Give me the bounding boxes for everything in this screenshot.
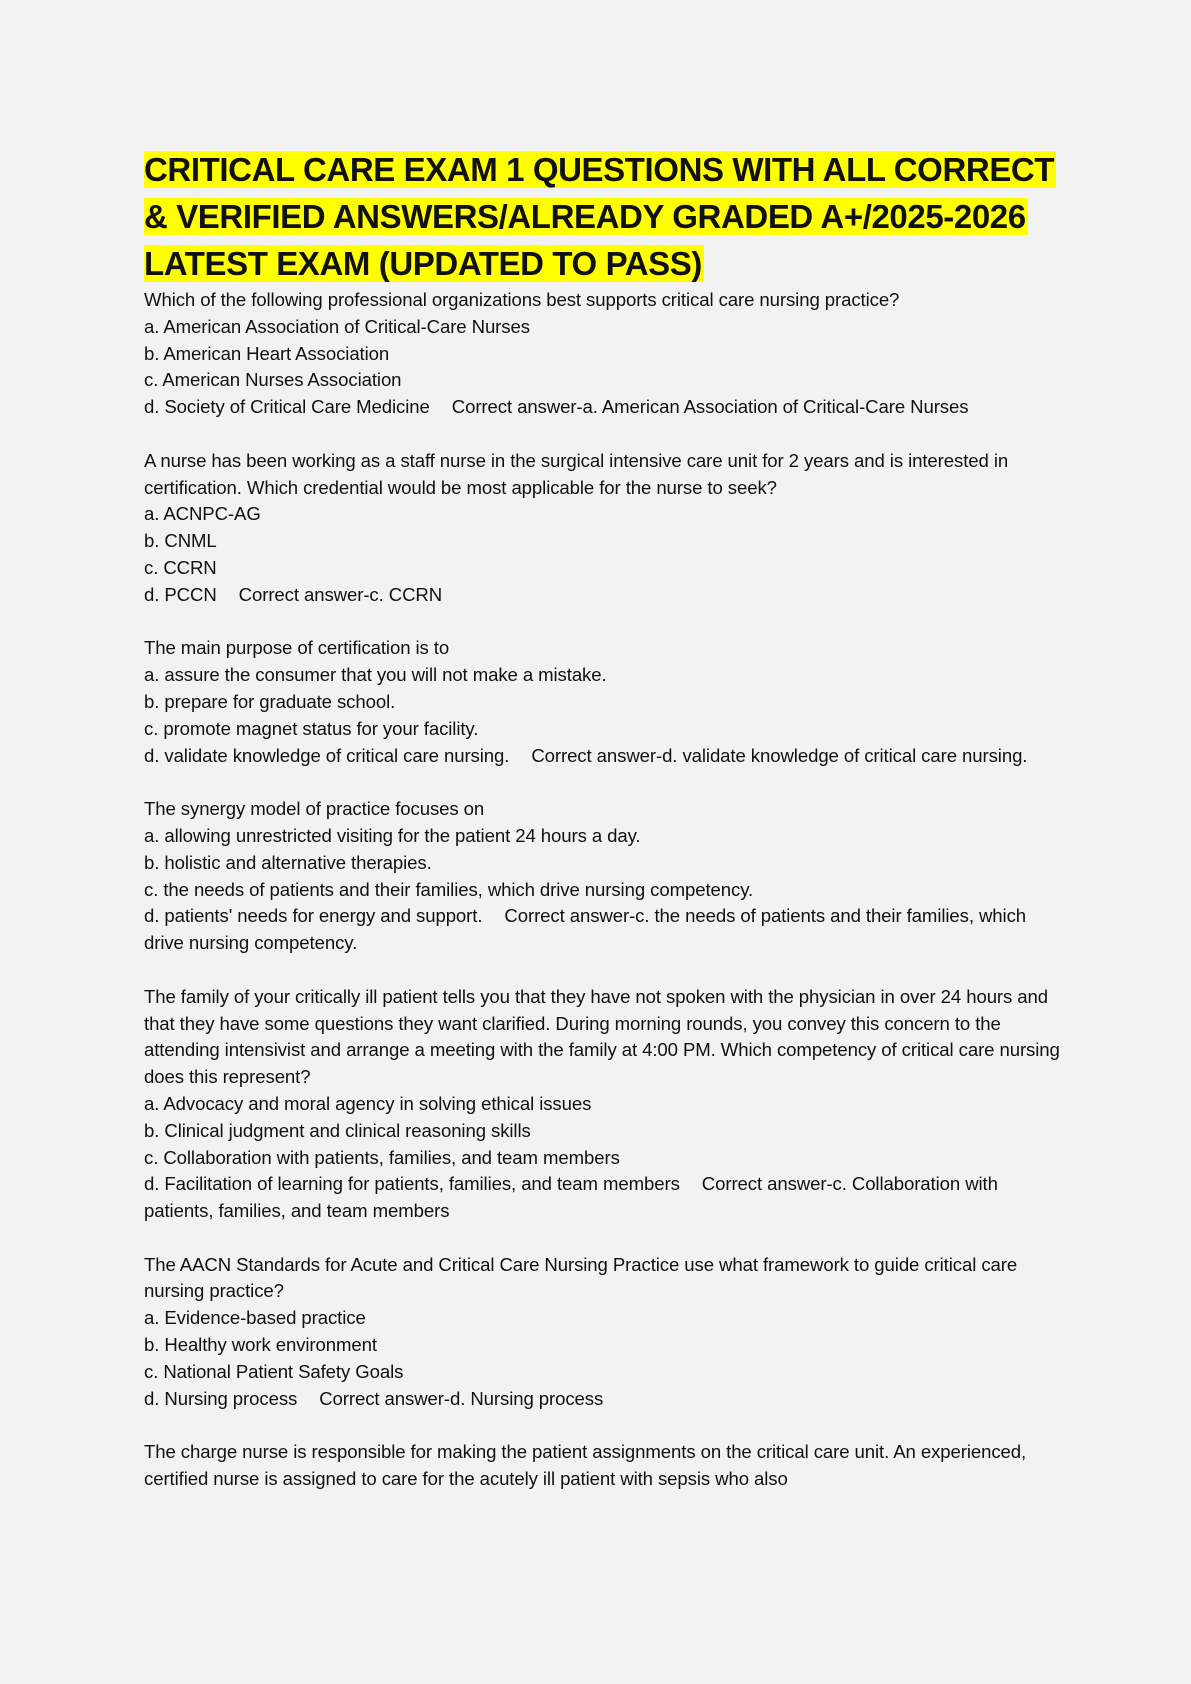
answer-option: b. Healthy work environment	[144, 1334, 377, 1356]
question-stem: A nurse has been working as a staff nurse in the surgical intensive care unit for 2 years and is interested in certification. Which credential would be most applicable for the nurse to seek?	[144, 449, 1009, 498]
document-page	[144, 146, 1064, 1520]
question-5	[144, 984, 1064, 1225]
answer-option: a. allowing unrestricted visiting for the patient 24 hours a day.	[144, 824, 641, 846]
answer-option: d. Nursing process	[144, 1387, 298, 1409]
answer-option: a. assure the consumer that you will not make a mistake.	[144, 664, 607, 686]
last-option-line	[144, 743, 1064, 770]
question-stem: The main purpose of certification is to	[144, 637, 450, 659]
answer-option: a. Advocacy and moral agency in solving ethical issues	[144, 1092, 592, 1114]
question-stem: The synergy model of practice focuses on	[144, 798, 485, 820]
answer-option: d. validate knowledge of critical care nursing.	[144, 744, 510, 766]
answer-option: b. prepare for graduate school.	[144, 690, 396, 712]
question-6	[144, 1252, 1064, 1413]
question-stem: The AACN Standards for Acute and Critical Care Nursing Practice use what framework to guide critical care nursing practice?	[144, 1253, 1018, 1302]
question-2	[144, 448, 1064, 609]
answer-option: c. American Nurses Association	[144, 369, 402, 391]
question-1	[144, 287, 1064, 421]
answer-option: c. Collaboration with patients, families, and team members	[144, 1146, 620, 1168]
question-stem: The family of your critically ill patient tells you that they have not spoken with the physician in over 24 hours and that they have some questions they want clarified. During morning rounds, you convey this concern to the attending intensivist and arrange a meeting with the family at 4:00 PM. Which competency of critical care nursing does this represent?	[144, 985, 1060, 1088]
answer-option: c. the needs of patients and their families, which drive nursing competency.	[144, 878, 754, 900]
last-option-line	[144, 394, 1064, 421]
last-option-line	[144, 903, 1064, 957]
answer-option: d. Society of Critical Care Medicine	[144, 396, 430, 418]
answer-option: b. CNML	[144, 530, 217, 552]
answer-option: c. promote magnet status for your facility.	[144, 717, 479, 739]
question-stem: Which of the following professional organizations best supports critical care nursing practice?	[144, 289, 900, 310]
answer-option: d. patients' needs for energy and support.	[144, 905, 483, 927]
answer-option: d. PCCN	[144, 583, 217, 605]
question-4	[144, 796, 1064, 957]
correct-answer: Correct answer-a. American Association of Critical-Care Nurses	[451, 396, 969, 418]
answer-option: b. American Heart Association	[144, 342, 390, 364]
title-highlight: CRITICAL CARE EXAM 1 QUESTIONS WITH ALL CORRECT & VERIFIED ANSWERS/ALREADY GRADED A+/2025-2026 LATEST EXAM (UPDATED TO PASS)	[144, 151, 1055, 282]
last-option-line	[144, 582, 1064, 609]
answer-option: a. American Association of Critical-Care Nurses	[144, 315, 530, 337]
correct-answer: Correct answer-c. CCRN	[238, 583, 443, 605]
answer-option: d. Facilitation of learning for patients, families, and team members	[144, 1173, 680, 1195]
answer-option: a. Evidence-based practice	[144, 1307, 366, 1329]
document-title	[144, 146, 1064, 287]
question-7	[144, 1439, 1064, 1493]
correct-answer: Correct answer-d. validate knowledge of critical care nursing.	[531, 744, 1028, 766]
correct-answer: Correct answer-c. the needs of patients and their families, which drive nursing competency.	[144, 905, 1027, 954]
question-3	[144, 635, 1064, 769]
answer-option: b. holistic and alternative therapies.	[144, 851, 432, 873]
correct-answer: Correct answer-d. Nursing process	[319, 1387, 604, 1409]
answer-option: b. Clinical judgment and clinical reasoning skills	[144, 1119, 531, 1141]
correct-answer: Correct answer-c. Collaboration with patients, families, and team members	[144, 1173, 998, 1222]
question-list	[144, 287, 1064, 1493]
question-stem: The charge nurse is responsible for making the patient assignments on the critical care unit. An experienced, certified nurse is assigned to care for the acutely ill patient with sepsis who also	[144, 1441, 1027, 1490]
last-option-line	[144, 1386, 1064, 1413]
answer-option: a. ACNPC-AG	[144, 503, 261, 525]
answer-option: c. National Patient Safety Goals	[144, 1360, 404, 1382]
last-option-line	[144, 1171, 1064, 1225]
answer-option: c. CCRN	[144, 556, 217, 578]
